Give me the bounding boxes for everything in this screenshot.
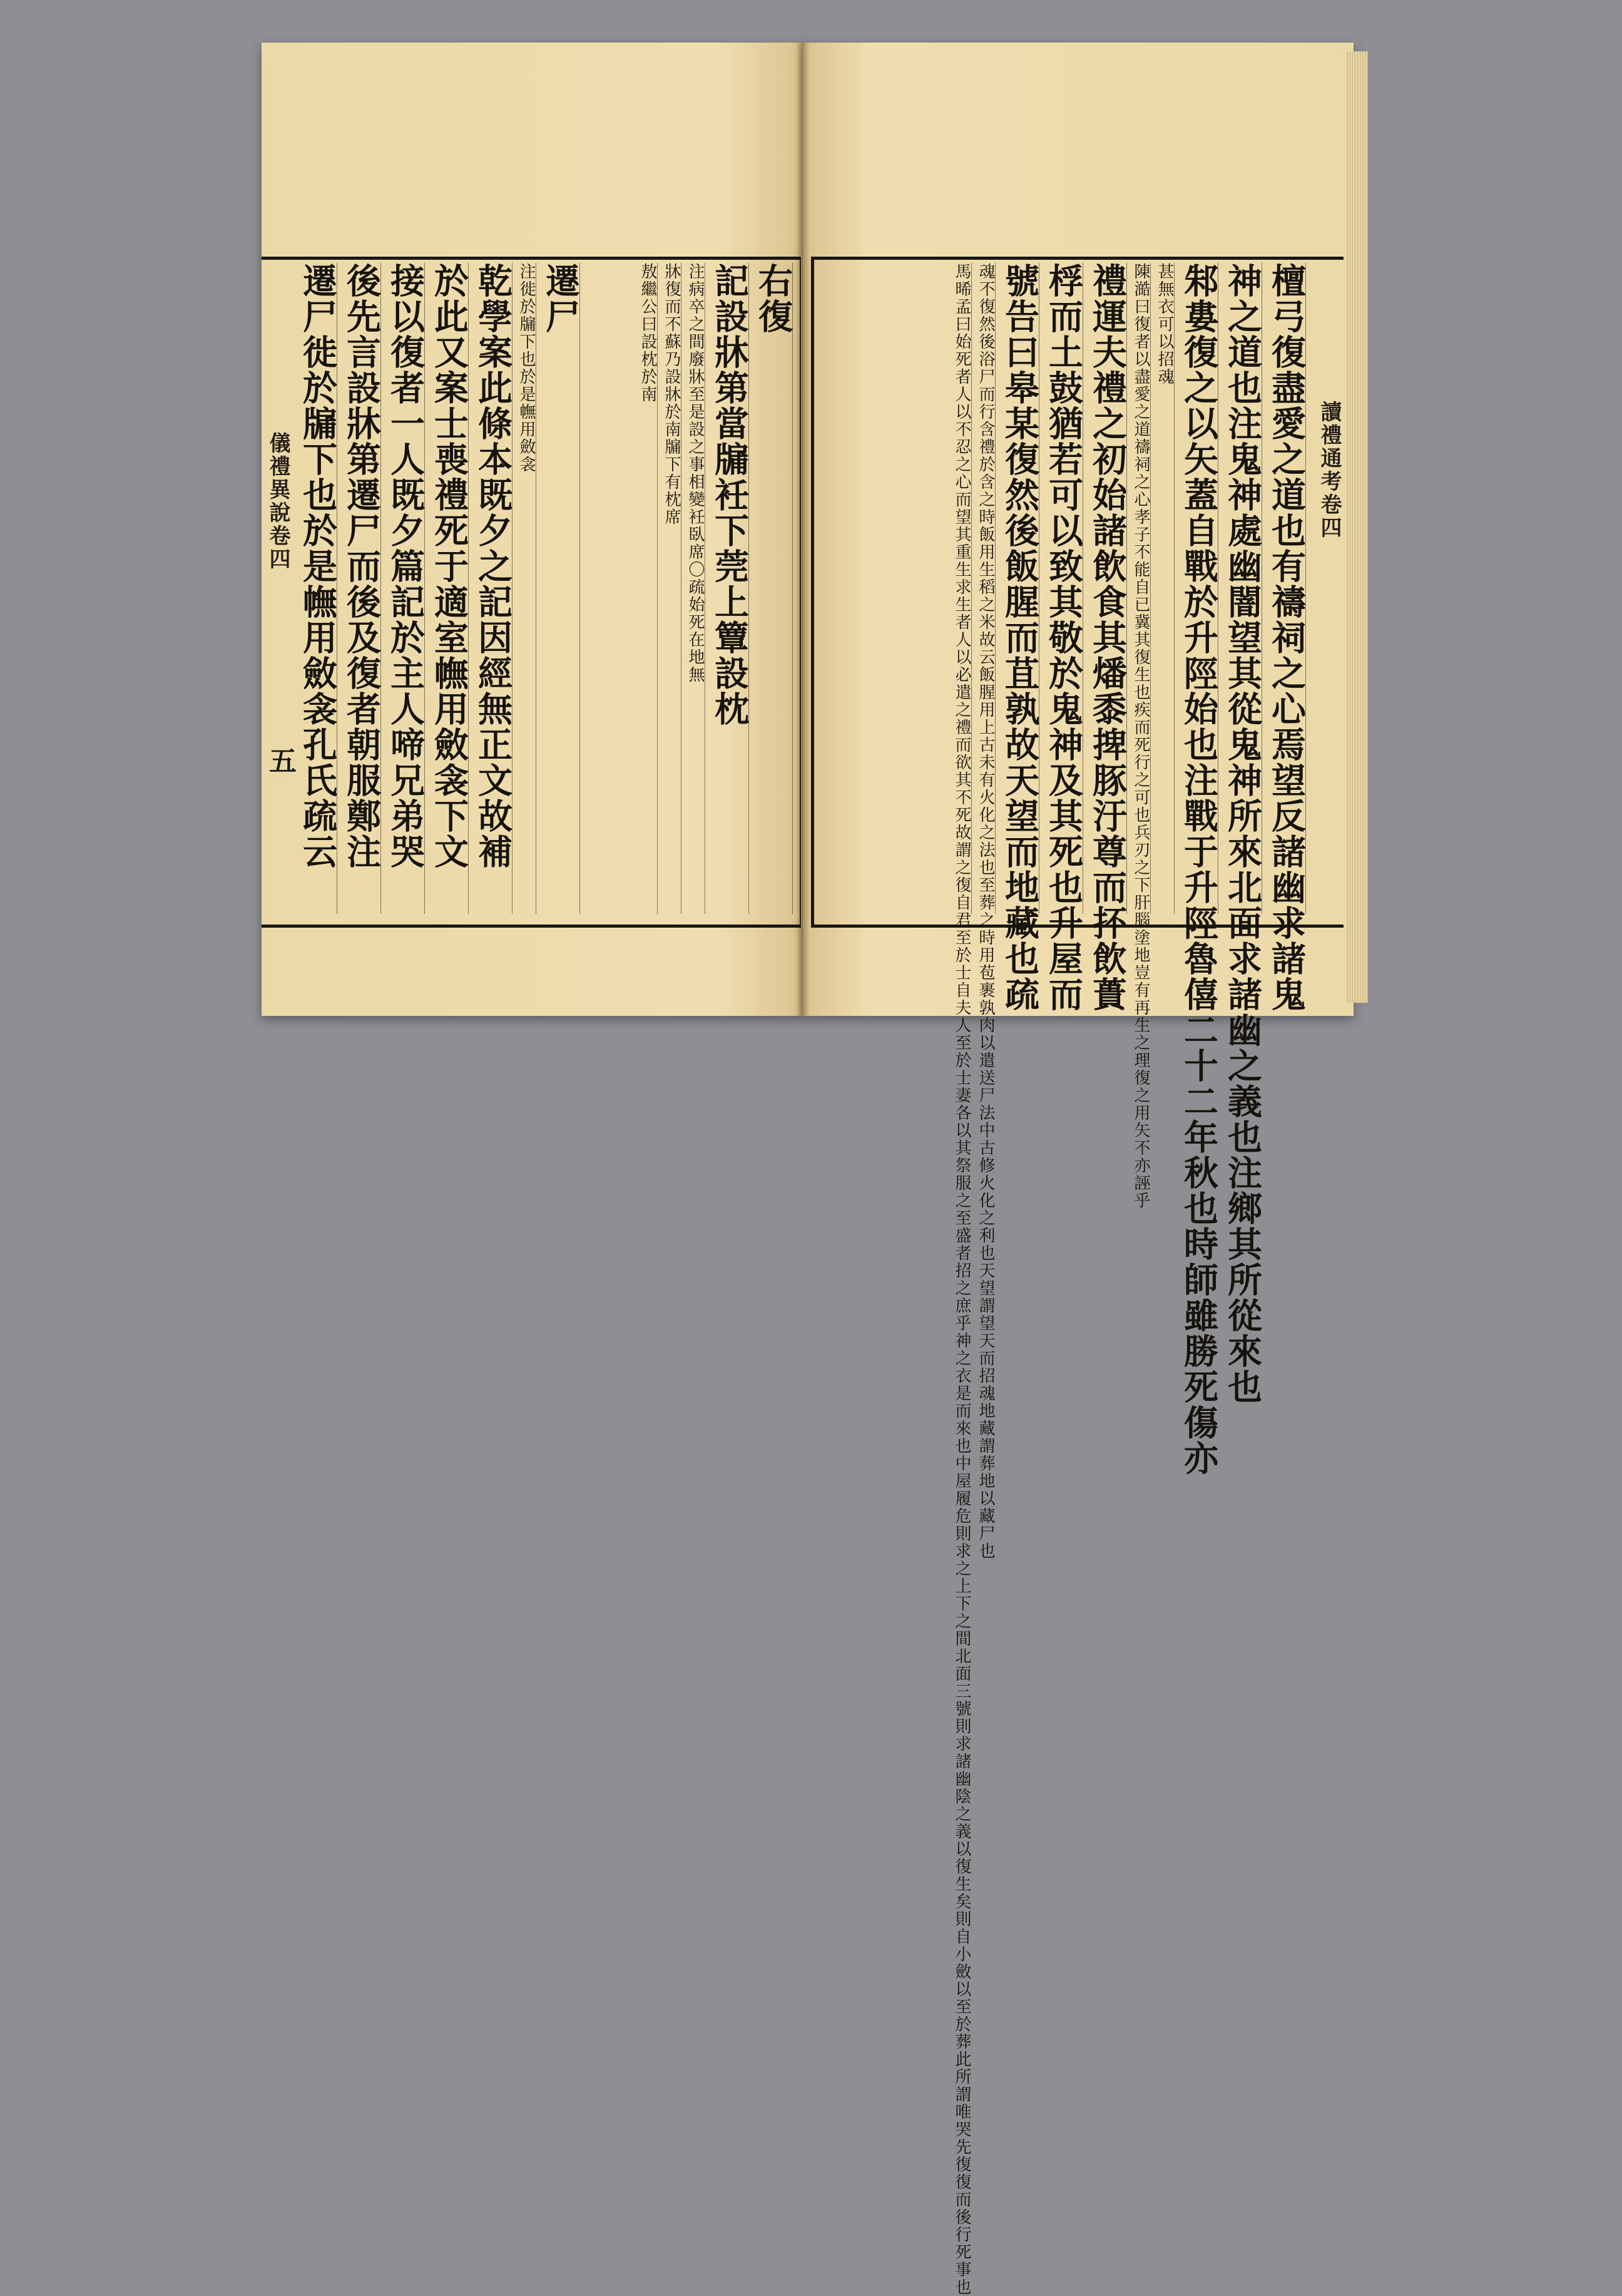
text-column: 敖繼公曰設枕於南 xyxy=(639,263,658,914)
text-column: 馬晞孟曰始死者人以不忍之心而望其重生求生者人以必遣之禮而欲其不死故謂之復自君至於士自夫人至於士妻各以其祭服之至盛者招之庶乎神之衣是而來也中屋履危則求之上下之間北面三號則求諸幽陰之義以復生矣則自小斂以至於葬此所謂唯哭先復復而後行死事也 xyxy=(952,263,971,2296)
text-column: 陳澔曰復者以盡愛之道禱祠之心孝子不能自已冀其復生也疾而死行之可也兵刃之下肝腦塗地豈有再生之理復之用矢不亦誣乎 xyxy=(1131,263,1150,1209)
text-column: 乾學案此條本既夕之記因經無正文故補 xyxy=(474,263,513,914)
text-column: 遷尸徙於牖下也於是幠用斂衾孔氏疏云 xyxy=(298,263,337,914)
left-folio: 五 xyxy=(269,746,297,777)
text-column: 桴而土鼓猶若可以致其敬於鬼神及其死也升屋而 xyxy=(1043,263,1084,1012)
text-column: 於此又案士喪禮死于適室幠用斂衾下文 xyxy=(430,263,469,914)
text-column: 後先言設牀第遷尸而後及復者朝服鄭注 xyxy=(342,263,381,914)
text-column: 記設牀第當牖衽下莞上簟設枕 xyxy=(710,263,749,914)
text-column: 魂不復然後浴尸而行含禮於含之時飯用生稻之米故云飯腥用上古未有火化之法也至葬之時用苞裹孰肉以遣送尸法中古修火化之利也天望謂望天而招魂地藏謂葬地以藏尸也 xyxy=(976,263,995,1560)
text-column: 注病卒之間廢牀至是設之事相變衽臥席〇疏始死在地無 xyxy=(686,263,705,914)
text-column: 號告曰皋某復然後飯腥而苴孰故天望而地藏也疏 xyxy=(999,263,1040,1012)
text-column: 神之道也注鬼神處幽闇望其從鬼神所來北面求諸幽之義也注鄉其所從來也 xyxy=(1222,263,1263,1405)
text-column: 檀弓復盡愛之道也有禱祠之心焉望反諸幽求諸鬼 xyxy=(1266,263,1307,1012)
text-column: 邾婁復之以矢蓋自戰於升陘始也注戰于升陘魯僖二十二年秋也時師雖勝死傷亦 xyxy=(1178,263,1219,1476)
text-column: 右復 xyxy=(754,263,793,914)
right-title-strip: 讀禮通考卷四 xyxy=(1317,401,1342,540)
text-column: 牀復而不蘇乃設牀於南牖下有枕席 xyxy=(663,263,681,914)
text-column: 禮運夫禮之初始諸飲食其燔黍捭豚汙尊而抔飲蕢 xyxy=(1087,263,1128,1012)
text-column: 注徙於牖下也於是幠用斂衾 xyxy=(518,263,536,914)
text-column: 甚無衣可以招魂 xyxy=(1156,263,1175,914)
page-edges xyxy=(1345,51,1368,1003)
left-title-strip: 儀禮異說卷四 xyxy=(265,432,290,571)
text-column: 遷尸 xyxy=(541,263,580,914)
text-column: 接以復者一人既夕篇記於主人啼兄弟哭 xyxy=(386,263,425,914)
